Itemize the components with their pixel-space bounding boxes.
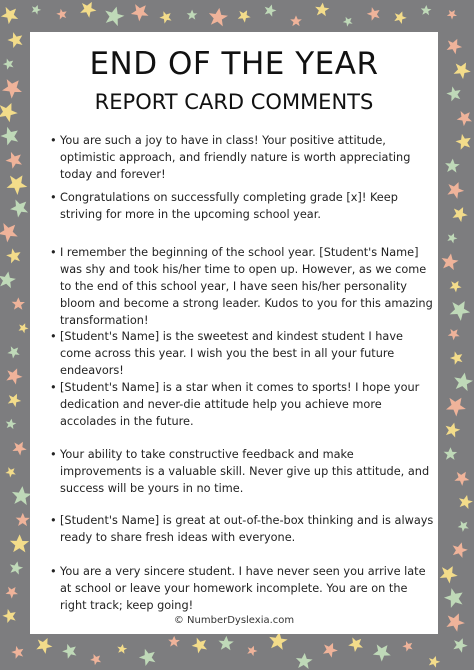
star-icon [443,392,470,418]
star-icon [8,560,24,575]
star-icon [15,513,29,526]
star-icon [34,634,55,655]
star-icon [370,640,394,664]
star-icon [443,421,461,439]
star-icon [1,606,20,625]
star-icon [158,8,175,25]
star-icon [446,231,459,244]
star-icon [60,641,80,661]
list-item [50,512,434,546]
star-icon [446,296,473,323]
comment-text: You are a very sincere student. I have never seen you arrive late at school or leave your homework incomplete. You are on the right track; keep going! [60,565,426,612]
star-icon [137,645,160,668]
bullet-icon: • [50,448,57,461]
star-icon [4,465,18,479]
comment-text: Your ability to take constructive feedback and make improvements is a valuable skill. Never give up this attitude, and success will be yours in no time. [60,448,430,495]
star-icon [0,3,22,27]
star-icon [30,3,43,15]
star-icon [444,179,466,200]
star-icon [392,9,408,25]
star-icon [263,3,278,18]
star-icon [437,562,461,585]
star-icon [3,170,31,197]
star-icon [77,0,99,19]
star-icon [401,639,415,654]
star-icon [3,148,26,171]
bullet-icon: • [50,246,57,259]
comment-text: Congratulations on successfully completing grade [x]! Keep striving for more in the upcoming school year. [60,191,398,221]
bullet-icon: • [50,330,57,343]
star-icon [452,468,472,488]
star-icon [314,2,330,17]
bullet-icon: • [50,565,57,578]
list-item [50,244,434,329]
star-icon [454,131,474,152]
star-icon [10,534,30,552]
star-icon [448,349,466,367]
comment-text: I remember the beginning of the school year. [Student's Name] was shy and took his/her time to open up. However, as we come to the end of this school year, I have seen his/her personality bloom and become a strong leader. Kudos to you for this amazing transformation! [60,246,433,327]
comment-text: [Student's Name] is the sweetest and kindest student I have come across this year. I wish you the best in all your future endeavors! [60,330,403,377]
star-icon [440,252,459,270]
report-card-sheet [30,32,438,634]
star-icon [6,29,27,50]
star-icon [207,7,229,27]
star-icon [444,36,464,56]
star-icon [444,447,458,460]
star-icon [457,493,474,509]
comment-text: You are such a joy to have in class! Your positive attitude, optimistic approach, and friendly nature is worth appreciating today and forever! [60,134,411,181]
star-icon [456,518,471,533]
star-icon [450,540,469,558]
star-icon [0,123,23,148]
star-icon [187,10,198,20]
list-item [50,132,434,183]
star-icon [295,652,313,669]
star-icon [245,644,258,657]
star-icon [11,297,25,310]
star-icon [218,635,234,650]
star-icon [320,640,340,659]
star-icon [0,270,17,289]
star-icon [236,7,253,24]
star-icon [445,84,465,104]
page-title: END OF THE YEAR [89,46,379,82]
star-icon [452,371,474,392]
star-icon [5,418,17,430]
bullet-icon: • [50,514,57,527]
star-icon [443,610,467,634]
star-icon [10,438,29,457]
bullet-icon: • [50,381,57,394]
list-item [50,379,434,430]
list-item [50,189,434,223]
star-icon [0,218,22,245]
star-icon [168,636,180,647]
star-icon [455,107,474,128]
star-icon [190,634,211,656]
star-icon [451,636,470,654]
star-icon [444,158,460,173]
star-icon [427,654,442,668]
list-item [50,563,434,614]
star-icon [55,7,69,21]
page-subtitle: REPORT CARD COMMENTS [94,90,374,114]
star-icon [445,7,459,21]
star-icon [102,4,126,27]
star-icon [290,15,302,26]
star-icon [2,56,17,71]
star-icon [10,643,27,660]
star-icon [5,391,23,408]
comment-text: [Student's Name] is great at out-of-the-box thinking and is always ready to share fresh ideas with everyone. [60,514,434,544]
star-icon [342,14,355,27]
bullet-icon: • [50,134,57,147]
star-icon [8,195,33,220]
star-icon [4,365,25,386]
star-icon [6,343,23,360]
star-icon [451,58,474,80]
star-icon [128,0,152,24]
list-item [50,446,434,497]
copyright-icon: © [173,615,184,626]
star-icon [365,4,383,22]
star-icon [448,278,464,294]
site-name: NumberDyslexia.com [187,615,295,626]
star-icon [89,651,104,666]
star-icon [420,5,431,16]
list-item [50,328,434,379]
star-icon [446,326,462,342]
star-icon [0,99,20,124]
star-icon [0,74,26,101]
star-icon [450,204,470,224]
star-icon [17,321,30,334]
star-icon [442,584,468,611]
bullet-icon: • [50,191,57,204]
footer-credit [30,615,438,626]
star-icon [5,246,25,266]
star-icon [4,583,21,600]
star-icon [116,643,127,654]
star-icon [346,634,366,654]
comment-text: [Student's Name] is a star when it comes to sports! I hope your dedication and never-die attitude help you achieve more accolades in the future. [60,381,420,428]
